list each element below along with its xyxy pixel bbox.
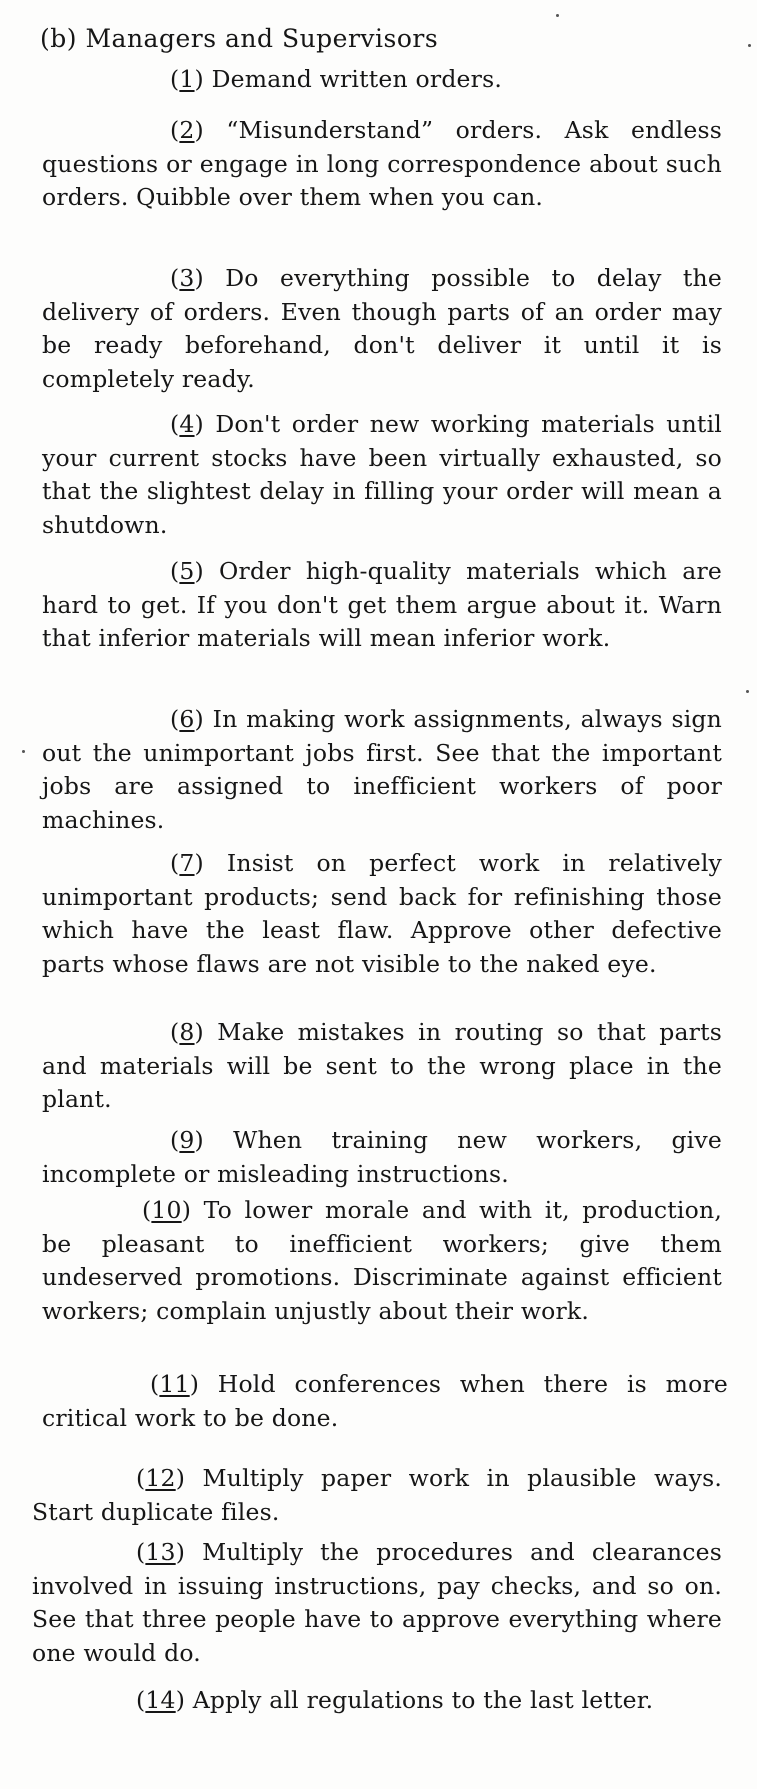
item-number: 7: [179, 849, 195, 877]
list-item-4: (4) Don't order new working materials until your current stocks have been virtually exhausted, so that the slightest delay in filling your order will mean a shutdown.: [42, 410, 723, 539]
item-number: 8: [179, 1018, 195, 1046]
item-number: 1: [179, 65, 195, 93]
scan-speck: [556, 14, 559, 17]
list-item-14: (14) Apply all regulations to the last letter.: [136, 1686, 654, 1714]
list-item-6: (6) In making work assignments, always sign out the unimportant jobs first. See that the important jobs are assigned to inefficient workers of poor machines.: [42, 705, 723, 834]
item-number: 14: [145, 1686, 176, 1714]
item-text: Do everything possible to delay the delivery of orders. Even though parts of an order may be ready beforehand, don't deliver it until it is completely ready.: [42, 264, 723, 393]
item-text: Order high-quality materials which are hard to get. If you don't get them argue about it. Warn that inferior materials will mean inferior work.: [42, 557, 722, 653]
item-text: Apply all regulations to the last letter.: [192, 1686, 654, 1714]
list-item-3: (3) Do everything possible to delay the delivery of orders. Even though parts of an order may be ready beforehand, don't deliver it until it is completely ready.: [42, 264, 723, 393]
item-number: 6: [179, 705, 195, 733]
list-item-5: (5) Order high-quality materials which are hard to get. If you don't get them argue about it. Warn that inferior materials will mean inferior work.: [42, 557, 722, 653]
item-text: Demand written orders.: [211, 65, 503, 93]
item-text: Insist on perfect work in relatively unimportant products; send back for refinishing those which have the least flaw. Approve other defective parts whose flaws are not visible to the naked eye.: [42, 849, 723, 978]
list-item-1: (1) Demand written orders.: [170, 65, 503, 93]
scan-speck: [22, 750, 25, 753]
item-number: 11: [159, 1370, 190, 1398]
item-text: Hold conferences when there is more critical work to be done.: [42, 1370, 728, 1432]
scan-speck: [746, 690, 749, 693]
section-heading: (b) Managers and Supervisors: [40, 24, 439, 53]
item-text: “Misunderstand” orders. Ask endless questions or engage in long correspondence about such orders. Quibble over them when you can.: [42, 116, 723, 212]
scan-speck: [748, 44, 751, 47]
item-text: To lower morale and with it, production, be pleasant to inefficient workers; give them undeserved promotions. Discriminate against efficient workers; complain unjustly about their work.: [42, 1196, 722, 1325]
item-number: 3: [179, 264, 195, 292]
list-item-11: (11) Hold conferences when there is more critical work to be done.: [42, 1370, 728, 1432]
list-item-10: (10) To lower morale and with it, production, be pleasant to inefficient workers; give them undeserved promotions. Discriminate against efficient workers; complain unjustly about their work.: [42, 1196, 722, 1325]
item-text: Multiply paper work in plausible ways. Start duplicate files.: [32, 1464, 722, 1526]
item-number: 2: [179, 116, 195, 144]
item-number: 4: [179, 410, 195, 438]
list-item-2: (2) “Misunderstand” orders. Ask endless questions or engage in long correspondence about such orders. Quibble over them when you can.: [42, 116, 723, 212]
item-number: 12: [145, 1464, 176, 1492]
list-item-12: (12) Multiply paper work in plausible ways. Start duplicate files.: [32, 1464, 722, 1526]
item-text: Don't order new working materials until your current stocks have been virtually exhausted, so that the slightest delay in filling your order will mean a shutdown.: [42, 410, 723, 539]
item-number: 9: [179, 1126, 195, 1154]
list-item-13: (13) Multiply the procedures and clearances involved in issuing instructions, pay checks, and so on. See that three people have to approve everything where one would do.: [32, 1538, 722, 1667]
item-number: 10: [151, 1196, 182, 1224]
item-text: In making work assignments, always sign out the unimportant jobs first. See that the important jobs are assigned to inefficient workers of poor machines.: [42, 705, 723, 834]
item-text: When training new workers, give incomplete or misleading instructions.: [42, 1126, 722, 1188]
list-item-9: (9) When training new workers, give incomplete or misleading instructions.: [42, 1126, 722, 1188]
list-item-7: (7) Insist on perfect work in relatively unimportant products; send back for refinishing those which have the least flaw. Approve other defective parts whose flaws are not visible to the naked eye.: [42, 849, 723, 978]
item-number: 5: [179, 557, 195, 585]
list-item-8: (8) Make mistakes in routing so that parts and materials will be sent to the wrong place in the plant.: [42, 1018, 722, 1114]
item-number: 13: [145, 1538, 176, 1566]
item-text: Make mistakes in routing so that parts and materials will be sent to the wrong place in the plant.: [42, 1018, 722, 1114]
item-text: Multiply the procedures and clearances involved in issuing instructions, pay checks, and so on. See that three people have to approve everything where one would do.: [32, 1538, 722, 1667]
